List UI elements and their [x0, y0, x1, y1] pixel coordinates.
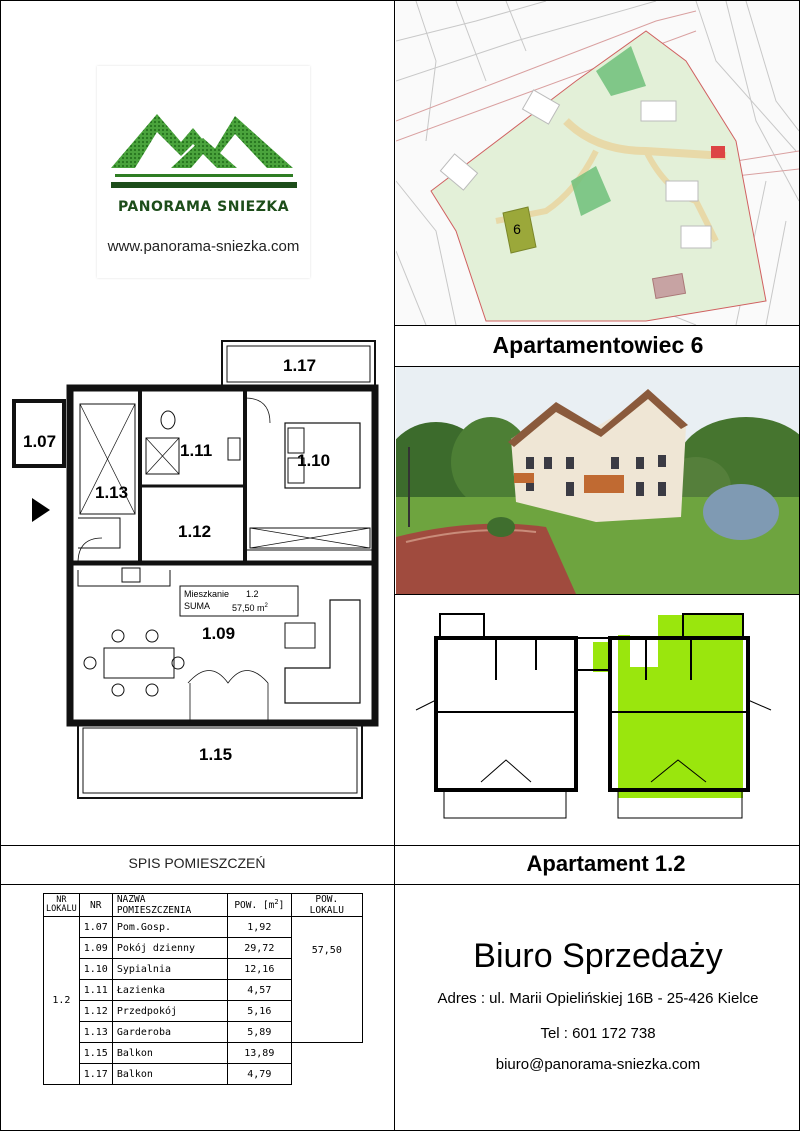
sales-office-address: Adres : ul. Marii Opielińskiej 16B - 25-426 Kielce	[437, 990, 759, 1007]
header-name: NAZWA POMIESZCZENIA	[112, 894, 227, 917]
row-name: Pom.Gosp.	[112, 917, 227, 938]
room-label-1-09: 1.09	[202, 624, 236, 643]
row-name: Balkon	[112, 1064, 227, 1085]
table-header-row	[44, 894, 363, 917]
mountain-logo-icon	[97, 76, 310, 206]
row-nr: 1.07	[79, 917, 112, 938]
entrance-arrow-icon	[32, 498, 50, 522]
row-area: 5,16	[227, 1001, 291, 1022]
sales-office-email[interactable]: biuro@panorama-sniezka.com	[495, 1056, 701, 1073]
row-area: 4,57	[227, 980, 291, 1001]
room-label-1-11: 1.11	[180, 441, 213, 460]
logo	[97, 66, 310, 278]
row-name: Pokój dzienny	[112, 938, 227, 959]
header-lokal-line1: NR	[56, 895, 67, 905]
building-render	[396, 367, 799, 594]
apartment-title: Apartament 1.2	[526, 851, 686, 876]
divider	[395, 325, 800, 326]
header-lokal-line2: LOKALU	[46, 904, 77, 914]
row-area: 1,92	[227, 917, 291, 938]
room-label-1-13: 1.13	[95, 483, 129, 502]
room-label-1-15: 1.15	[199, 745, 233, 764]
building-title: Apartamentowiec 6	[492, 332, 704, 358]
floor-plan	[10, 338, 390, 808]
room-label-1-17: 1.17	[283, 356, 317, 375]
header-total: POW. LOKALU	[291, 894, 362, 917]
apartment-sum-value: 57,50 m	[232, 603, 265, 613]
building-number-marker: 6	[513, 221, 521, 237]
room-label-1-12: 1.12	[178, 522, 212, 541]
empty-cell	[291, 1043, 362, 1085]
header-lokal	[44, 894, 80, 917]
apartment-sum-label: SUMA	[184, 601, 211, 611]
row-area: 12,16	[227, 959, 291, 980]
table-row	[44, 1043, 363, 1064]
lokal-cell: 1.2	[44, 917, 80, 1085]
row-area: 4,79	[227, 1064, 291, 1085]
logo-title: PANORAMA SNIEZKA	[117, 199, 290, 215]
row-nr: 1.11	[79, 980, 112, 1001]
room-label-1-10: 1.10	[297, 451, 331, 470]
row-name: Przedpokój	[112, 1001, 227, 1022]
apartment-box-number: 1.2	[246, 589, 259, 599]
row-nr: 1.15	[79, 1043, 112, 1064]
sales-office-phone[interactable]: Tel : 601 172 738	[540, 1025, 656, 1042]
divider	[0, 845, 800, 846]
row-area: 5,89	[227, 1022, 291, 1043]
key-plan	[396, 600, 799, 838]
apartment-summary-box	[184, 588, 298, 612]
row-area: 29,72	[227, 938, 291, 959]
column-divider	[394, 0, 395, 1131]
website-url[interactable]: www.panorama-sniezka.com	[107, 238, 300, 255]
row-nr: 1.13	[79, 1022, 112, 1043]
apartment-box-label: Mieszkanie	[184, 589, 230, 599]
room-list-title: SPIS POMIESZCZEŃ	[128, 855, 266, 871]
header-area: POW. $[m^2]$	[227, 894, 291, 917]
header-nr: NR	[79, 894, 112, 917]
row-nr: 1.17	[79, 1064, 112, 1085]
row-name: Łazienka	[112, 980, 227, 1001]
room-label-1-07: 1.07	[23, 432, 57, 451]
divider	[0, 884, 800, 885]
row-nr: 1.10	[79, 959, 112, 980]
divider	[395, 594, 800, 595]
total-cell: 57,50	[291, 917, 362, 1043]
row-name: Balkon	[112, 1043, 227, 1064]
row-nr: 1.12	[79, 1001, 112, 1022]
row-area: 13,89	[227, 1043, 291, 1064]
room-table	[43, 893, 363, 1085]
row-nr: 1.09	[79, 938, 112, 959]
row-name: Garderoba	[112, 1022, 227, 1043]
row-name: Sypialnia	[112, 959, 227, 980]
apartment-sum-unit-sup: 2	[264, 603, 268, 609]
sales-office-title: Biuro Sprzedaży	[473, 937, 723, 975]
table-row	[44, 917, 363, 938]
site-map	[396, 1, 799, 325]
